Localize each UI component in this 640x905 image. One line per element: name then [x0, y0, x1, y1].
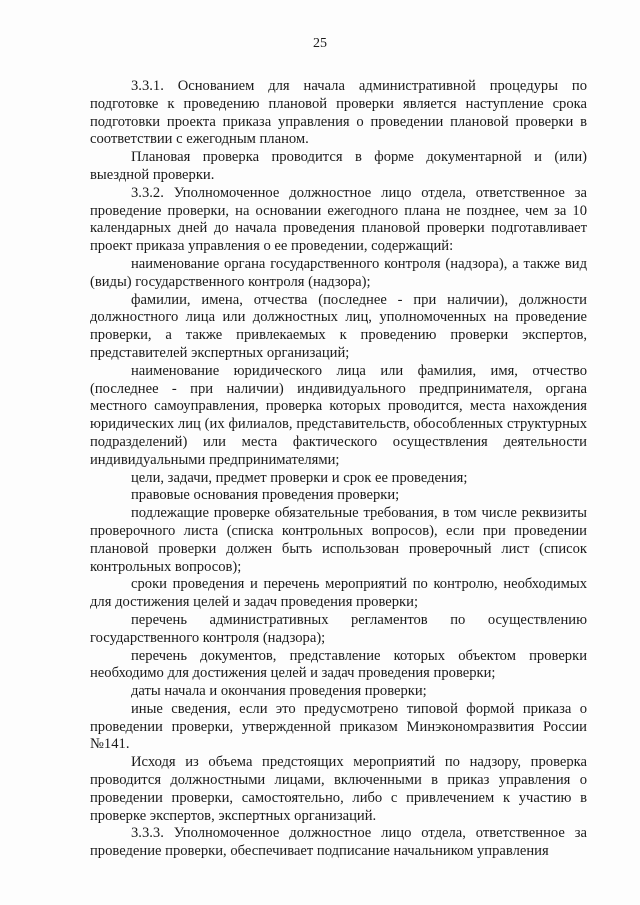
paragraph-scope: Исходя из объема предстоящих мероприятий по надзору, проверка проводится должностными лицами, включенными в приказ управления о проведении проверки, самостоятельно, либо с привлечением к участию в проверке экспертов, экспертных организаций.: [90, 754, 587, 824]
page-number: 25: [313, 36, 327, 51]
list-item-authority-name: наименование органа государственного контроля (надзора), а также вид (виды) государственного контроля (надзора);: [90, 255, 587, 290]
paragraph-3-3-2: 3.3.2. Уполномоченное должностное лицо отдела, ответственное за проведение проверки, на основании ежегодного плана не позднее, чем за 10 календарных дней до начала проведения плановой проверки подготавливает проект приказа управления о ее проведении, содержащий:: [90, 184, 587, 255]
list-item-regulations: перечень административных регламентов по осуществлению государственного контроля (надзора);: [90, 611, 587, 646]
list-item-official-names: фамилии, имена, отчества (последнее - при наличии), должности должностного лица или должностных лиц, уполномоченных на проведение проверки, а также привлекаемых к проведению проверки экспертов, представителей экспертных организаций;: [90, 291, 587, 361]
list-item-goals: цели, задачи, предмет проверки и срок ее проведения;: [131, 469, 468, 486]
document-body: [90, 78, 587, 861]
list-item-other-info: иные сведения, если это предусмотрено типовой формой приказа о проведении проверки, утвержденной приказом Минэкономразвития России №141.: [90, 700, 587, 753]
list-item-requirements: подлежащие проверке обязательные требования, в том числе реквизиты проверочного листа (списка контрольных вопросов), если при проведении плановой проверки должен быть использован проверочный лист (список контрольных вопросов);: [90, 505, 587, 575]
list-item-legal-grounds: правовые основания проведения проверки;: [131, 487, 400, 504]
paragraph-3-3-3: 3.3.3. Уполномоченное должностное лицо отдела, ответственное за проведение проверки, обеспечивает подписание начальником управления: [90, 825, 587, 860]
list-item-documents: перечень документов, представление которых объектом проверки необходимо для достижения целей и задач проведения проверки;: [90, 647, 587, 682]
list-item-terms: сроки проведения и перечень мероприятий по контролю, необходимых для достижения целей и задач проведения проверки;: [90, 576, 587, 611]
list-item-entity-name: наименование юридического лица или фамилия, имя, отчество (последнее - при наличии) индивидуального предпринимателя, органа местного самоуправления, проверка которых проводится, места нахождения юридических лиц (их филиалов, представительств, обособленных структурных подразделений) или места фактического осуществления деятельности индивидуальными предпринимателями;: [90, 362, 587, 468]
paragraph-3-3-1: 3.3.1. Основанием для начала административной процедуры по подготовке к проведению плановой проверки является наступление срока подготовки проекта приказа управления о проведении плановой проверки в соответствии с ежегодным планом.: [90, 78, 587, 148]
paragraph-inspection-form: Плановая проверка проводится в форме документарной и (или) выездной проверки.: [90, 149, 587, 183]
list-item-dates: даты начала и окончания проведения проверки;: [131, 683, 427, 700]
